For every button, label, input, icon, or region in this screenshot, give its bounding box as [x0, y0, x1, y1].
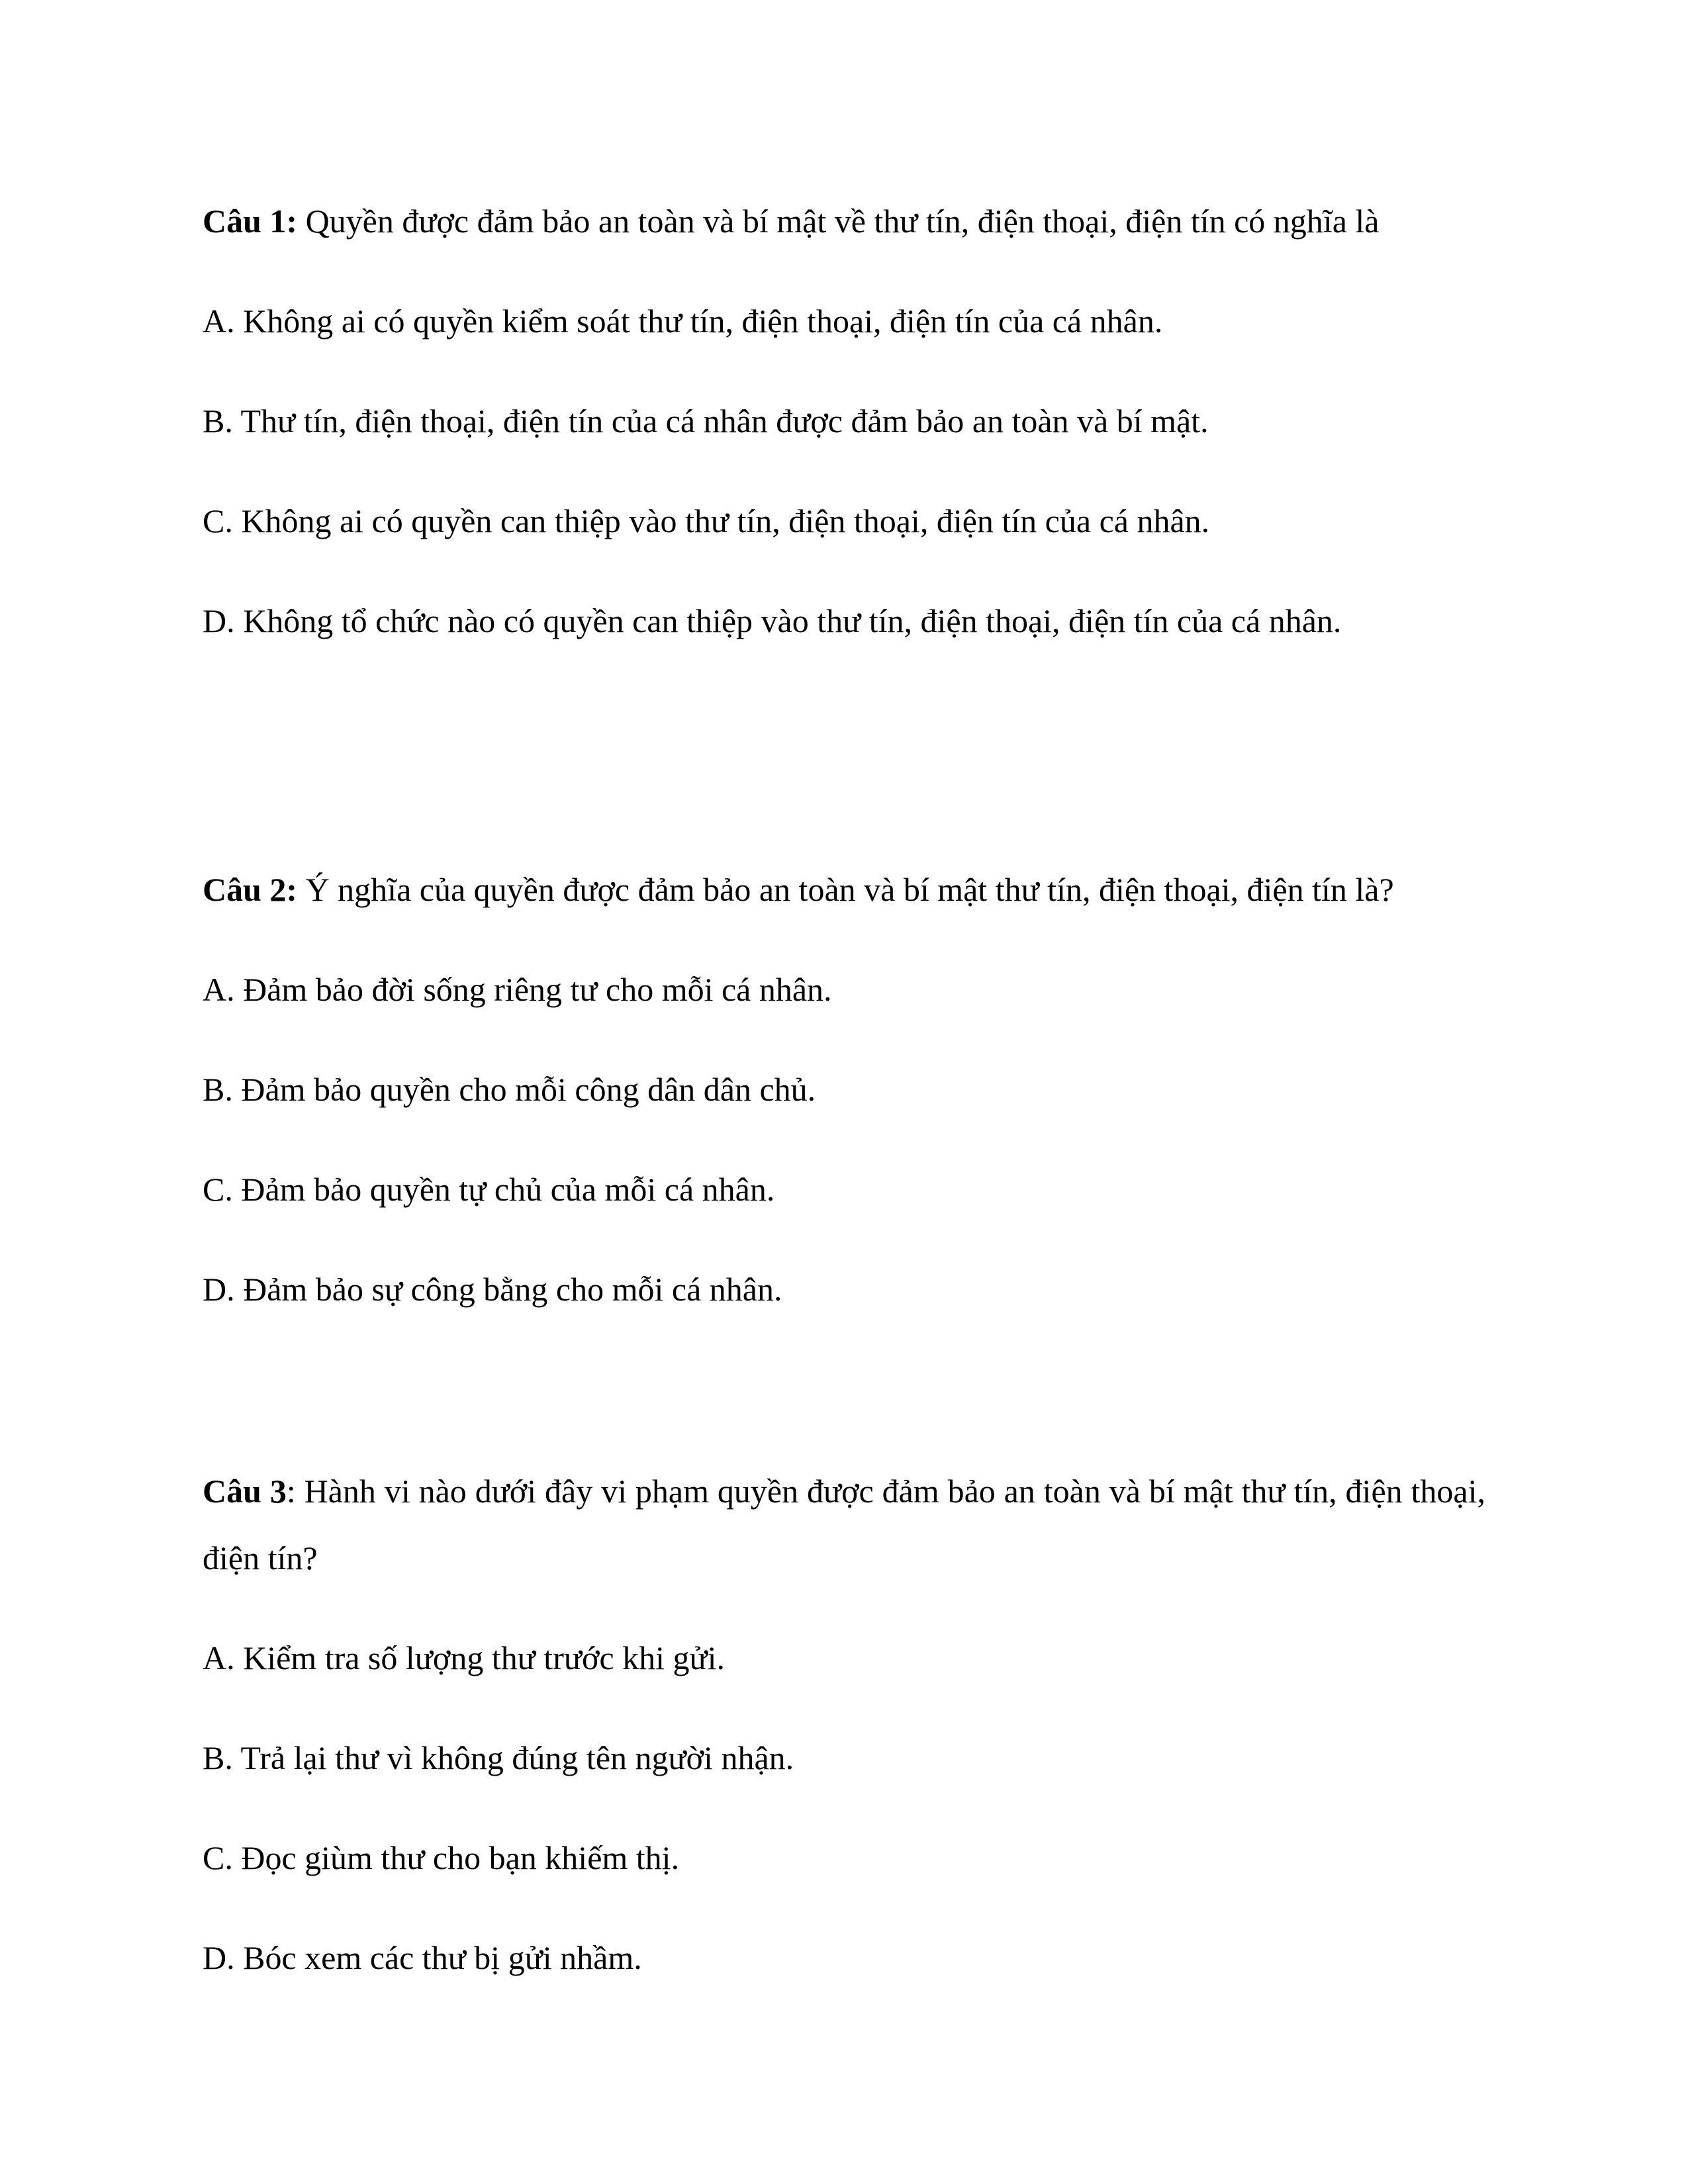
question-label: Câu 1:	[203, 203, 298, 240]
option-a: A. Đảm bảo đời sống riêng tư cho mỗi cá nhân.	[203, 971, 832, 1008]
option-d: D. Không tổ chức nào có quyền can thiệp vào thư tín, điện thoại, điện tín của cá nhân.	[203, 602, 1342, 639]
question-text: : Hành vi nào dưới đây vi phạm quyền được đảm bảo an toàn và bí mật thư tín, điện thoại, điện tín?	[203, 1473, 1486, 1576]
option-b: B. Thư tín, điện thoại, điện tín của cá nhân được đảm bảo an toàn và bí mật.	[203, 402, 1209, 439]
option-c: C. Đọc giùm thư cho bạn khiếm thị.	[203, 1839, 680, 1876]
question-stem	[203, 856, 1485, 923]
question-1	[203, 188, 1485, 655]
option-a: A. Kiểm tra số lượng thư trước khi gửi.	[203, 1639, 725, 1676]
question-3	[203, 1458, 1485, 1991]
option-a: A. Không ai có quyền kiểm soát thư tín, điện thoại, điện tín của cá nhân.	[203, 302, 1163, 340]
option-d: D. Đảm bảo sự công bằng cho mỗi cá nhân.	[203, 1271, 782, 1308]
question-label: Câu 2:	[203, 871, 298, 908]
option-c: C. Đảm bảo quyền tự chủ của mỗi cá nhân.	[203, 1171, 775, 1208]
option-d: D. Bóc xem các thư bị gửi nhầm.	[203, 1939, 642, 1976]
question-label: Câu 3	[203, 1473, 287, 1510]
option-b: B. Trả lại thư vì không đúng tên người nhận.	[203, 1739, 794, 1776]
question-stem	[203, 1458, 1485, 1592]
document-page	[203, 0, 1485, 2184]
option-b: B. Đảm bảo quyền cho mỗi công dân dân chủ.	[203, 1071, 816, 1108]
question-text: Quyền được đảm bảo an toàn và bí mật về thư tín, điện thoại, điện tín có nghĩa là	[297, 203, 1380, 240]
question-2	[203, 856, 1485, 1323]
option-c: C. Không ai có quyền can thiệp vào thư tín, điện thoại, điện tín của cá nhân.	[203, 502, 1210, 539]
question-stem	[203, 188, 1485, 255]
question-text: Ý nghĩa của quyền được đảm bảo an toàn và bí mật thư tín, điện thoại, điện tín là?	[297, 871, 1394, 908]
